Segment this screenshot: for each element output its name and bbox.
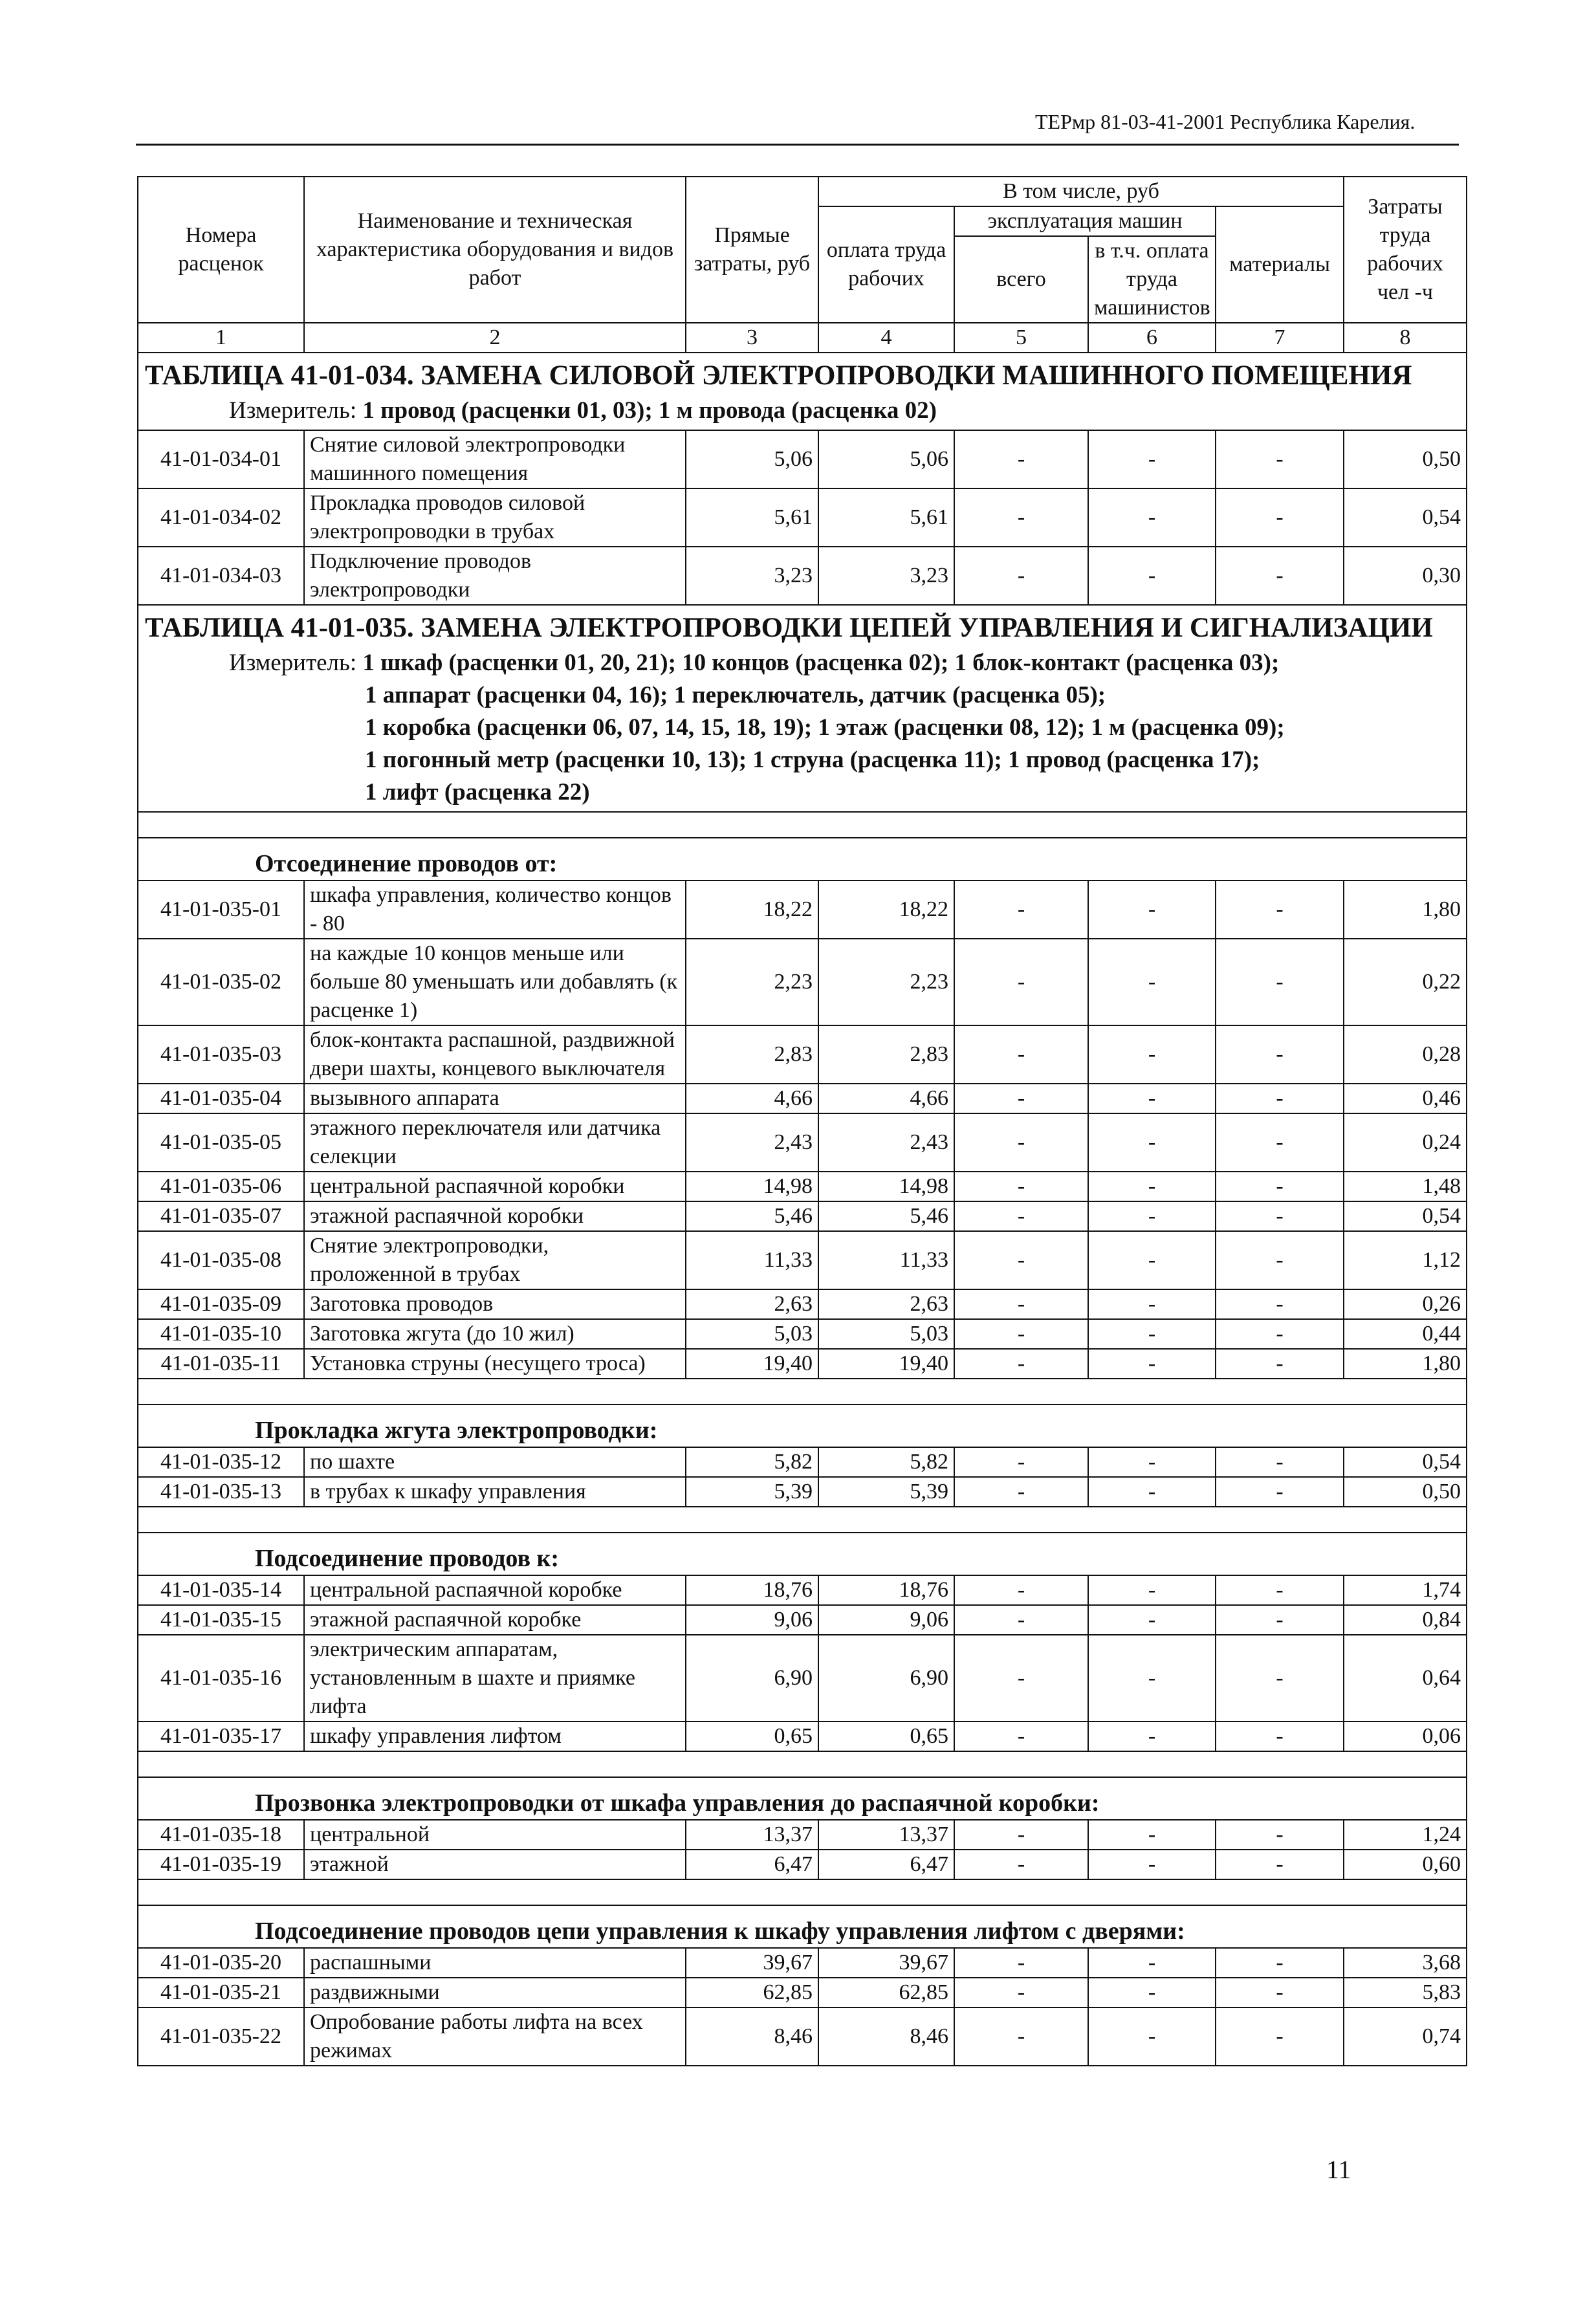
rate-code: 41-01-035-13	[138, 1477, 304, 1507]
rate-code: 41-01-035-18	[138, 1820, 304, 1850]
rate-code: 41-01-035-02	[138, 939, 304, 1025]
spacer-cell	[138, 1751, 1467, 1777]
unit-line: 1 провод (расценки 01, 03); 1 м провода (расценка 02)	[362, 397, 937, 424]
work-name: центральной распаячной коробке	[304, 1575, 686, 1605]
rate-code: 41-01-035-12	[138, 1447, 304, 1477]
work-name: Снятие силовой электропроводки машинного помещения	[304, 430, 686, 488]
unit-line: 1 погонный метр (расценки 10, 13); 1 струна (расценка 11); 1 провод (расценка 17);	[365, 747, 1260, 773]
unit-line: 1 лифт (расценка 22)	[365, 779, 590, 805]
machinist-wages: -	[1088, 547, 1216, 605]
materials-cost: -	[1216, 1025, 1344, 1084]
table-body	[138, 177, 1467, 2066]
subheading: Подсоединение проводов к:	[138, 1533, 1467, 1575]
machinist-wages: -	[1088, 1978, 1216, 2007]
machinist-wages: -	[1088, 1319, 1216, 1349]
header-machinist-wages: в т.ч. оплата труда машинистов	[1088, 236, 1216, 323]
table-row	[138, 1575, 1467, 1605]
work-name: раздвижными	[304, 1978, 686, 2007]
rate-code: 41-01-035-05	[138, 1113, 304, 1172]
work-name: этажного переключателя или датчика селекции	[304, 1113, 686, 1172]
labor-hours: 3,68	[1344, 1948, 1467, 1978]
wages-cost: 8,46	[818, 2007, 954, 2066]
labor-hours: 5,83	[1344, 1978, 1467, 2007]
materials-cost: -	[1216, 1113, 1344, 1172]
header-labor: Затраты труда рабочих чел -ч	[1344, 177, 1467, 323]
direct-cost: 5,03	[686, 1319, 818, 1349]
header-rule	[136, 144, 1459, 146]
machines-cost: -	[954, 430, 1088, 488]
machines-cost: -	[954, 1575, 1088, 1605]
unit-label: Измеритель:	[229, 650, 357, 676]
unit-line: 1 аппарат (расценки 04, 16); 1 переключатель, датчик (расценка 05);	[365, 682, 1106, 708]
table-row	[138, 1850, 1467, 1879]
table-row	[138, 1349, 1467, 1379]
machinist-wages: -	[1088, 1635, 1216, 1722]
spacer-row	[138, 1507, 1467, 1533]
spacer-row	[138, 1879, 1467, 1905]
machines-cost: -	[954, 1231, 1088, 1289]
machines-cost: -	[954, 1722, 1088, 1751]
wages-cost: 5,06	[818, 430, 954, 488]
unit-row	[138, 395, 1467, 430]
labor-hours: 0,60	[1344, 1850, 1467, 1879]
table-row	[138, 1605, 1467, 1635]
machines-cost: -	[954, 1820, 1088, 1850]
header-machines-total: всего	[954, 236, 1088, 323]
labor-hours: 1,80	[1344, 1349, 1467, 1379]
wages-cost: 18,22	[818, 880, 954, 939]
table-row	[138, 880, 1467, 939]
labor-hours: 0,54	[1344, 488, 1467, 547]
subheading: Прозвонка электропроводки от шкафа управления до распаячной коробки:	[138, 1777, 1467, 1820]
rate-code: 41-01-035-03	[138, 1025, 304, 1084]
direct-cost: 0,65	[686, 1722, 818, 1751]
machinist-wages: -	[1088, 1447, 1216, 1477]
materials-cost: -	[1216, 1231, 1344, 1289]
section-title-row	[138, 353, 1467, 395]
rate-code: 41-01-035-19	[138, 1850, 304, 1879]
machinist-wages: -	[1088, 1605, 1216, 1635]
machinist-wages: -	[1088, 1025, 1216, 1084]
work-name: Заготовка жгута (до 10 жил)	[304, 1319, 686, 1349]
machines-cost: -	[954, 1349, 1088, 1379]
table-row	[138, 1722, 1467, 1751]
machines-cost: -	[954, 488, 1088, 547]
header-machines: эксплуатация машин	[954, 206, 1216, 236]
wages-cost: 9,06	[818, 1605, 954, 1635]
direct-cost: 5,06	[686, 430, 818, 488]
direct-cost: 11,33	[686, 1231, 818, 1289]
materials-cost: -	[1216, 430, 1344, 488]
labor-hours: 0,06	[1344, 1722, 1467, 1751]
rate-code: 41-01-035-09	[138, 1289, 304, 1319]
rate-code: 41-01-035-16	[138, 1635, 304, 1722]
work-name: Установка струны (несущего троса)	[304, 1349, 686, 1379]
table-row	[138, 1948, 1467, 1978]
machines-cost: -	[954, 1635, 1088, 1722]
machinist-wages: -	[1088, 488, 1216, 547]
col-number: 2	[304, 323, 686, 353]
header-code: Номера расценок	[138, 177, 304, 323]
materials-cost: -	[1216, 939, 1344, 1025]
unit-line: 1 коробка (расценки 06, 07, 14, 15, 18, 19); 1 этаж (расценки 08, 12); 1 м (расценка 09);	[365, 714, 1285, 741]
col-number: 1	[138, 323, 304, 353]
labor-hours: 1,80	[1344, 880, 1467, 939]
materials-cost: -	[1216, 547, 1344, 605]
table-row	[138, 2007, 1467, 2066]
table-row	[138, 1025, 1467, 1084]
labor-hours: 0,74	[1344, 2007, 1467, 2066]
rate-code: 41-01-035-06	[138, 1172, 304, 1201]
materials-cost: -	[1216, 1349, 1344, 1379]
machinist-wages: -	[1088, 1084, 1216, 1113]
wages-cost: 18,76	[818, 1575, 954, 1605]
table-row	[138, 1978, 1467, 2007]
work-name: Заготовка проводов	[304, 1289, 686, 1319]
direct-cost: 13,37	[686, 1820, 818, 1850]
machines-cost: -	[954, 1172, 1088, 1201]
machinist-wages: -	[1088, 1349, 1216, 1379]
materials-cost: -	[1216, 1978, 1344, 2007]
machines-cost: -	[954, 1084, 1088, 1113]
spacer-row	[138, 1379, 1467, 1405]
subheading: Отсоединение проводов от:	[138, 838, 1467, 880]
labor-hours: 0,46	[1344, 1084, 1467, 1113]
subheading-row	[138, 1533, 1467, 1575]
col-number: 5	[954, 323, 1088, 353]
labor-hours: 1,74	[1344, 1575, 1467, 1605]
labor-hours: 0,26	[1344, 1289, 1467, 1319]
direct-cost: 5,39	[686, 1477, 818, 1507]
header-wages: оплата труда рабочих	[818, 206, 954, 323]
rate-code: 41-01-035-04	[138, 1084, 304, 1113]
materials-cost: -	[1216, 1084, 1344, 1113]
unit-row	[138, 647, 1467, 812]
work-name: шкафа управления, количество концов - 80	[304, 880, 686, 939]
machines-cost: -	[954, 1605, 1088, 1635]
header-name: Наименование и техническая характеристика оборудования и видов работ	[304, 177, 686, 323]
direct-cost: 39,67	[686, 1948, 818, 1978]
materials-cost: -	[1216, 1201, 1344, 1231]
work-name: центральной распаячной коробки	[304, 1172, 686, 1201]
labor-hours: 1,48	[1344, 1172, 1467, 1201]
table-row	[138, 1447, 1467, 1477]
table-row	[138, 430, 1467, 488]
table-row	[138, 1820, 1467, 1850]
direct-cost: 8,46	[686, 2007, 818, 2066]
machines-cost: -	[954, 1948, 1088, 1978]
wages-cost: 13,37	[818, 1820, 954, 1850]
table-row	[138, 1084, 1467, 1113]
rate-code: 41-01-035-15	[138, 1605, 304, 1635]
direct-cost: 62,85	[686, 1978, 818, 2007]
materials-cost: -	[1216, 1722, 1344, 1751]
table-row	[138, 1201, 1467, 1231]
machines-cost: -	[954, 1850, 1088, 1879]
work-name: Снятие электропроводки, проложенной в трубах	[304, 1231, 686, 1289]
rate-code: 41-01-035-22	[138, 2007, 304, 2066]
direct-cost: 2,83	[686, 1025, 818, 1084]
materials-cost: -	[1216, 880, 1344, 939]
materials-cost: -	[1216, 1635, 1344, 1722]
machinist-wages: -	[1088, 1575, 1216, 1605]
machines-cost: -	[954, 1447, 1088, 1477]
subheading-row	[138, 1777, 1467, 1820]
wages-cost: 19,40	[818, 1349, 954, 1379]
rates-table	[137, 176, 1467, 2066]
table-row	[138, 547, 1467, 605]
subheading: Прокладка жгута электропроводки:	[138, 1405, 1467, 1447]
work-name: Прокладка проводов силовой электропроводки в трубах	[304, 488, 686, 547]
machinist-wages: -	[1088, 2007, 1216, 2066]
machines-cost: -	[954, 939, 1088, 1025]
direct-cost: 2,63	[686, 1289, 818, 1319]
table-row	[138, 939, 1467, 1025]
labor-hours: 0,50	[1344, 1477, 1467, 1507]
materials-cost: -	[1216, 1289, 1344, 1319]
labor-hours: 0,24	[1344, 1113, 1467, 1172]
direct-cost: 2,43	[686, 1113, 818, 1172]
wages-cost: 5,61	[818, 488, 954, 547]
materials-cost: -	[1216, 1820, 1344, 1850]
header-materials: материалы	[1216, 206, 1344, 323]
wages-cost: 0,65	[818, 1722, 954, 1751]
wages-cost: 2,43	[818, 1113, 954, 1172]
wages-cost: 4,66	[818, 1084, 954, 1113]
direct-cost: 6,47	[686, 1850, 818, 1879]
spacer-cell	[138, 812, 1467, 838]
work-name: центральной	[304, 1820, 686, 1850]
rate-code: 41-01-035-08	[138, 1231, 304, 1289]
labor-hours: 0,54	[1344, 1447, 1467, 1477]
machines-cost: -	[954, 1978, 1088, 2007]
machinist-wages: -	[1088, 1289, 1216, 1319]
machines-cost: -	[954, 2007, 1088, 2066]
machinist-wages: -	[1088, 1850, 1216, 1879]
col-number: 4	[818, 323, 954, 353]
unit-cell	[138, 647, 1467, 812]
direct-cost: 18,76	[686, 1575, 818, 1605]
subheading: Подсоединение проводов цепи управления к шкафу управления лифтом с дверями:	[138, 1905, 1467, 1948]
unit-cell	[138, 395, 1467, 430]
machinist-wages: -	[1088, 1948, 1216, 1978]
rate-code: 41-01-035-21	[138, 1978, 304, 2007]
spacer-cell	[138, 1379, 1467, 1405]
materials-cost: -	[1216, 1172, 1344, 1201]
direct-cost: 9,06	[686, 1605, 818, 1635]
header-including: В том числе, руб	[818, 177, 1344, 206]
machinist-wages: -	[1088, 1231, 1216, 1289]
rate-code: 41-01-034-03	[138, 547, 304, 605]
table-row	[138, 1231, 1467, 1289]
materials-cost: -	[1216, 1575, 1344, 1605]
labor-hours: 1,24	[1344, 1820, 1467, 1850]
spacer-row	[138, 812, 1467, 838]
wages-cost: 6,47	[818, 1850, 954, 1879]
machinist-wages: -	[1088, 1820, 1216, 1850]
direct-cost: 5,46	[686, 1201, 818, 1231]
work-name: распашными	[304, 1948, 686, 1978]
spacer-row	[138, 1751, 1467, 1777]
machines-cost: -	[954, 1025, 1088, 1084]
direct-cost: 14,98	[686, 1172, 818, 1201]
table-row	[138, 1319, 1467, 1349]
labor-hours: 0,30	[1344, 547, 1467, 605]
rate-code: 41-01-035-01	[138, 880, 304, 939]
table-row	[138, 488, 1467, 547]
table-row	[138, 1635, 1467, 1722]
table-row	[138, 1477, 1467, 1507]
materials-cost: -	[1216, 1319, 1344, 1349]
rate-code: 41-01-035-10	[138, 1319, 304, 1349]
col-number: 6	[1088, 323, 1216, 353]
work-name: этажной	[304, 1850, 686, 1879]
table-row	[138, 1113, 1467, 1172]
direct-cost: 5,82	[686, 1447, 818, 1477]
work-name: Опробование работы лифта на всех режимах	[304, 2007, 686, 2066]
work-name: блок-контакта распашной, раздвижной двери шахты, концевого выключателя	[304, 1025, 686, 1084]
section-title: ТАБЛИЦА 41-01-034. ЗАМЕНА СИЛОВОЙ ЭЛЕКТРОПРОВОДКИ МАШИННОГО ПОМЕЩЕНИЯ	[138, 353, 1467, 395]
labor-hours: 0,22	[1344, 939, 1467, 1025]
col-number: 7	[1216, 323, 1344, 353]
running-head: ТЕРмр 81-03-41-2001 Республика Карелия.	[1035, 110, 1416, 133]
labor-hours: 0,54	[1344, 1201, 1467, 1231]
wages-cost: 39,67	[818, 1948, 954, 1978]
wages-cost: 62,85	[818, 1978, 954, 2007]
rate-code: 41-01-034-02	[138, 488, 304, 547]
wages-cost: 5,03	[818, 1319, 954, 1349]
machinist-wages: -	[1088, 1172, 1216, 1201]
rate-code: 41-01-035-20	[138, 1948, 304, 1978]
materials-cost: -	[1216, 1447, 1344, 1477]
machines-cost: -	[954, 1319, 1088, 1349]
direct-cost: 6,90	[686, 1635, 818, 1722]
labor-hours: 0,44	[1344, 1319, 1467, 1349]
direct-cost: 4,66	[686, 1084, 818, 1113]
machines-cost: -	[954, 880, 1088, 939]
machines-cost: -	[954, 547, 1088, 605]
spacer-cell	[138, 1507, 1467, 1533]
work-name: вызывного аппарата	[304, 1084, 686, 1113]
wages-cost: 2,63	[818, 1289, 954, 1319]
wages-cost: 14,98	[818, 1172, 954, 1201]
direct-cost: 19,40	[686, 1349, 818, 1379]
direct-cost: 2,23	[686, 939, 818, 1025]
materials-cost: -	[1216, 488, 1344, 547]
col-number: 8	[1344, 323, 1467, 353]
work-name: Подключение проводов электропроводки	[304, 547, 686, 605]
machinist-wages: -	[1088, 939, 1216, 1025]
work-name: по шахте	[304, 1447, 686, 1477]
rate-code: 41-01-035-14	[138, 1575, 304, 1605]
labor-hours: 0,84	[1344, 1605, 1467, 1635]
rate-code: 41-01-035-17	[138, 1722, 304, 1751]
materials-cost: -	[1216, 1477, 1344, 1507]
work-name: этажной распаячной коробке	[304, 1605, 686, 1635]
wages-cost: 2,83	[818, 1025, 954, 1084]
wages-cost: 5,39	[818, 1477, 954, 1507]
wages-cost: 5,82	[818, 1447, 954, 1477]
direct-cost: 18,22	[686, 880, 818, 939]
page-number: 11	[1326, 2155, 1351, 2184]
section-title: ТАБЛИЦА 41-01-035. ЗАМЕНА ЭЛЕКТРОПРОВОДКИ ЦЕПЕЙ УПРАВЛЕНИЯ И СИГНАЛИЗАЦИИ	[138, 605, 1467, 647]
machinist-wages: -	[1088, 430, 1216, 488]
work-name: электрическим аппаратам, установленным в шахте и приямке лифта	[304, 1635, 686, 1722]
wages-cost: 5,46	[818, 1201, 954, 1231]
machinist-wages: -	[1088, 880, 1216, 939]
work-name: в трубах к шкафу управления	[304, 1477, 686, 1507]
direct-cost: 5,61	[686, 488, 818, 547]
labor-hours: 1,12	[1344, 1231, 1467, 1289]
machines-cost: -	[954, 1289, 1088, 1319]
materials-cost: -	[1216, 1850, 1344, 1879]
work-name: шкафу управления лифтом	[304, 1722, 686, 1751]
unit-label: Измеритель:	[229, 397, 357, 424]
section-title-row	[138, 605, 1467, 647]
table-row	[138, 1289, 1467, 1319]
wages-cost: 3,23	[818, 547, 954, 605]
direct-cost: 3,23	[686, 547, 818, 605]
machines-cost: -	[954, 1201, 1088, 1231]
rate-code: 41-01-035-11	[138, 1349, 304, 1379]
labor-hours: 0,28	[1344, 1025, 1467, 1084]
subheading-row	[138, 838, 1467, 880]
machinist-wages: -	[1088, 1201, 1216, 1231]
machines-cost: -	[954, 1477, 1088, 1507]
machines-cost: -	[954, 1113, 1088, 1172]
labor-hours: 0,50	[1344, 430, 1467, 488]
work-name: этажной распаячной коробки	[304, 1201, 686, 1231]
rate-code: 41-01-035-07	[138, 1201, 304, 1231]
wages-cost: 11,33	[818, 1231, 954, 1289]
wages-cost: 6,90	[818, 1635, 954, 1722]
subheading-row	[138, 1905, 1467, 1948]
materials-cost: -	[1216, 1605, 1344, 1635]
unit-line: 1 шкаф (расценки 01, 20, 21); 10 концов (расценка 02); 1 блок-контакт (расценка 03);	[362, 650, 1280, 676]
machinist-wages: -	[1088, 1477, 1216, 1507]
materials-cost: -	[1216, 1948, 1344, 1978]
wages-cost: 2,23	[818, 939, 954, 1025]
subheading-row	[138, 1405, 1467, 1447]
rate-code: 41-01-034-01	[138, 430, 304, 488]
header-direct: Прямые затраты, руб	[686, 177, 818, 323]
materials-cost: -	[1216, 2007, 1344, 2066]
labor-hours: 0,64	[1344, 1635, 1467, 1722]
spacer-cell	[138, 1879, 1467, 1905]
table-row	[138, 1172, 1467, 1201]
work-name: на каждые 10 концов меньше или больше 80 уменьшать или добавлять (к расценке 1)	[304, 939, 686, 1025]
machinist-wages: -	[1088, 1722, 1216, 1751]
col-number: 3	[686, 323, 818, 353]
machinist-wages: -	[1088, 1113, 1216, 1172]
